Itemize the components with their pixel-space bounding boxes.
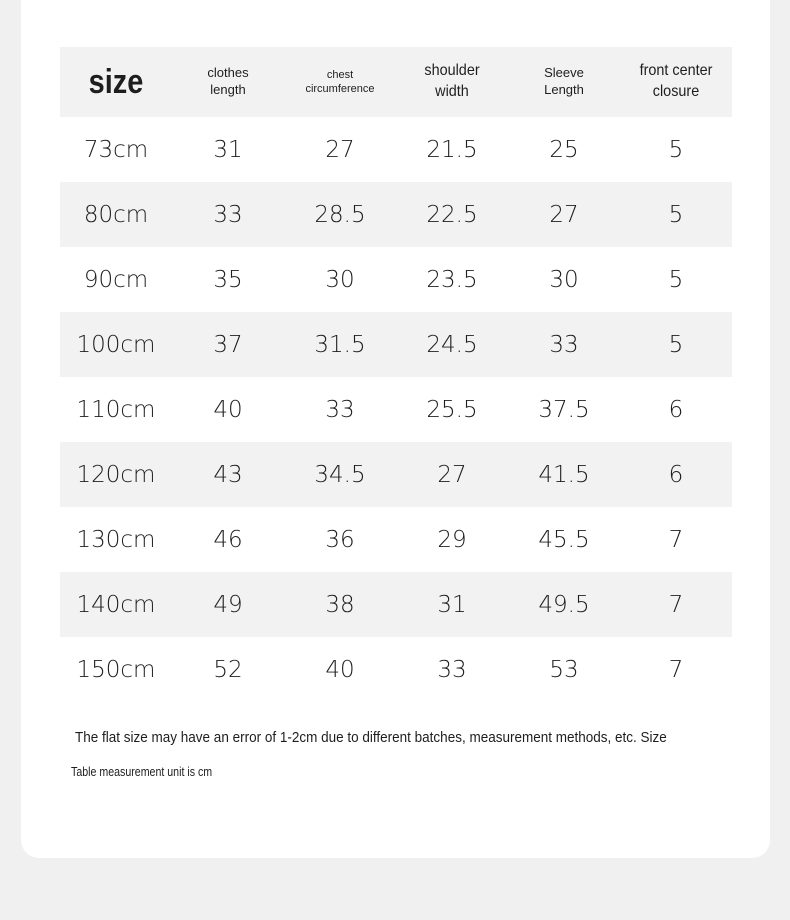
cell-shoulder: 31 [437,591,467,618]
table-row [60,312,732,377]
table-header-row [60,47,732,117]
cell-closure: 6 [668,396,684,423]
table-row [60,377,732,442]
header-shoulder-width [402,61,503,103]
table-row [60,507,732,572]
cell-chest: 33 [325,396,355,423]
cell-closure: 7 [668,526,684,553]
table-row [60,117,732,182]
cell-shoulder: 24.5 [426,331,478,358]
cell-sleeve: 41.5 [538,461,590,488]
header-sleeve-length [508,65,620,99]
cell-sleeve: 53 [549,656,579,683]
cell-clothes-length: 52 [213,656,243,683]
cell-closure: 5 [668,331,684,358]
cell-clothes-length: 33 [213,201,243,228]
cell-sleeve: 49.5 [538,591,590,618]
cell-sleeve: 37.5 [538,396,590,423]
cell-closure: 6 [668,461,684,488]
cell-size: 80cm [83,201,149,228]
cell-shoulder: 21.5 [426,136,478,163]
header-clothes-length [172,65,284,99]
cell-size: 110cm [76,396,156,423]
cell-closure: 5 [668,266,684,293]
cell-chest: 28.5 [314,201,366,228]
cell-closure: 7 [668,591,684,618]
header-shoulder-width-label: shoulder width [424,62,480,100]
header-front-center-closure-label: front center closure [639,62,713,100]
header-size: size [88,62,144,101]
cell-clothes-length: 46 [213,526,243,553]
cell-chest: 40 [325,656,355,683]
cell-sleeve: 25 [549,136,579,163]
cell-clothes-length: 43 [213,461,243,488]
cell-chest: 31.5 [314,331,366,358]
cell-sleeve: 30 [549,266,579,293]
cell-shoulder: 29 [437,526,467,553]
cell-chest: 36 [325,526,355,553]
cell-sleeve: 45.5 [538,526,590,553]
cell-shoulder: 22.5 [426,201,478,228]
cell-shoulder: 27 [437,461,467,488]
cell-shoulder: 33 [437,656,467,683]
table-row [60,247,732,312]
header-chest-circumference [284,68,396,97]
cell-size: 140cm [76,591,156,618]
cell-closure: 7 [668,656,684,683]
cell-sleeve: 33 [549,331,579,358]
cell-shoulder: 25.5 [426,396,478,423]
cell-sleeve: 27 [549,201,579,228]
header-clothes-length-label: clothes length [207,65,249,97]
size-table [60,47,732,702]
cell-closure: 5 [668,201,684,228]
cell-size: 73cm [83,136,149,163]
cell-clothes-length: 49 [213,591,243,618]
cell-chest: 27 [325,136,355,163]
cell-closure: 5 [668,136,684,163]
table-row [60,442,732,507]
header-sleeve-length-label: Sleeve Length [544,65,584,97]
cell-clothes-length: 31 [213,136,243,163]
cell-clothes-length: 40 [213,396,243,423]
cell-size: 150cm [76,656,156,683]
table-row [60,637,732,702]
cell-size: 130cm [76,526,156,553]
table-row [60,182,732,247]
cell-chest: 38 [325,591,355,618]
table-row [60,572,732,637]
cell-size: 120cm [76,461,156,488]
header-chest-circumference-label: chest circumference [305,68,375,95]
header-front-center-closure [626,61,727,103]
cell-chest: 30 [325,266,355,293]
cell-clothes-length: 35 [213,266,243,293]
cell-chest: 34.5 [314,461,366,488]
cell-size: 90cm [83,266,149,293]
cell-shoulder: 23.5 [426,266,478,293]
measurement-unit-note: Table measurement unit is cm [71,765,213,779]
cell-clothes-length: 37 [213,331,243,358]
measurement-note: The flat size may have an error of 1-2cm due to different batches, measurement methods, etc. Size [75,729,667,746]
cell-size: 100cm [76,331,156,358]
